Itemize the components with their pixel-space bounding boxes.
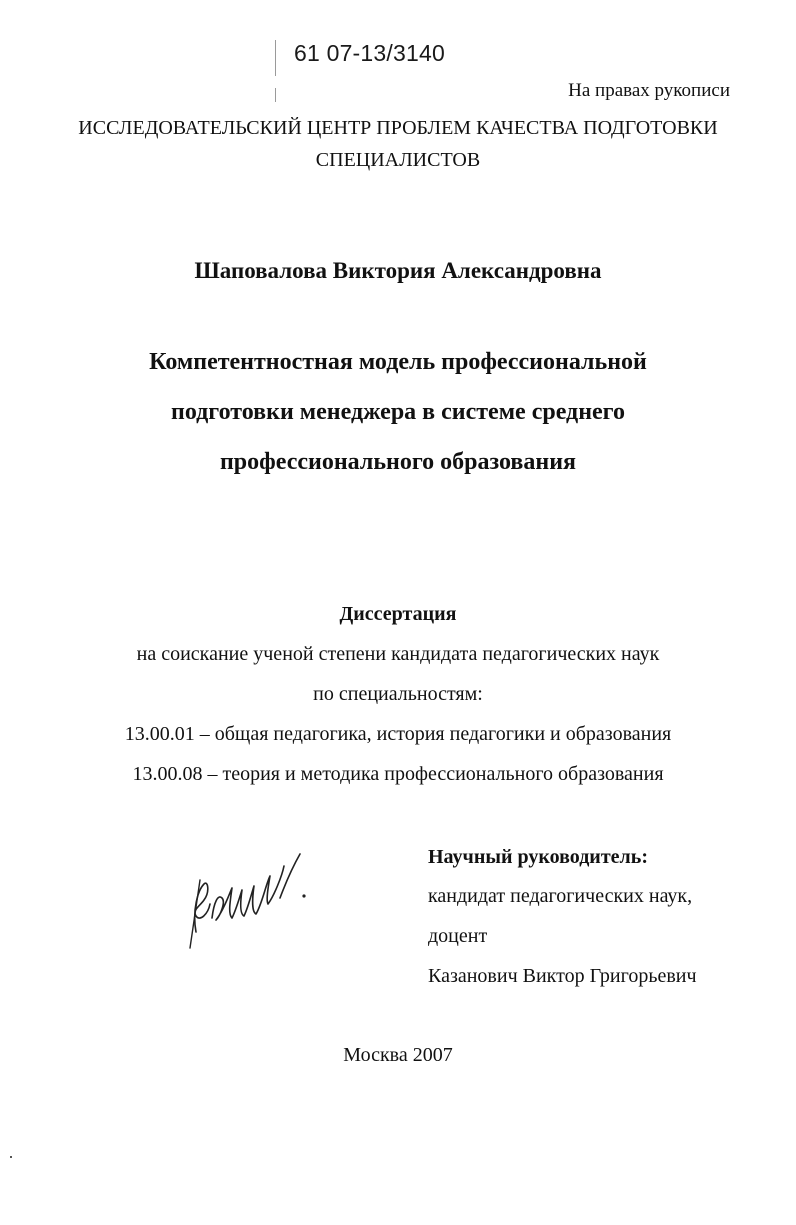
stamp-mark-lower [275,88,276,102]
city-year: Москва 2007 [343,1044,453,1066]
advisor-heading: Научный руководитель: [428,846,648,868]
stamp-mark [275,40,276,76]
archive-stamp-number: 61 07-13/3140 [294,40,445,66]
dissertation-heading: Диссертация [339,603,457,625]
degree-line: на соискание ученой степени кандидата педагогических наук [136,643,660,665]
advisor-degree: кандидат педагогических наук, [428,885,693,907]
advisor-name: Казанович Виктор Григорьевич [428,965,697,987]
advisor-title: доцент [428,925,488,947]
specialties-intro: по специальностям: [313,683,483,705]
author-name: Шаповалова Виктория Александровна [194,258,602,283]
author-signature [178,840,338,955]
thesis-title-line-1: Компетентностная модель профессиональной [149,349,647,375]
organization-line-2: СПЕЦИАЛИСТОВ [315,149,481,171]
thesis-title-line-3: профессионального образования [219,449,577,475]
thesis-title-line-2: подготовки менеджера в системе среднего [171,399,625,425]
specialty-2: 13.00.08 – теория и методика профессионального образования [132,763,664,785]
organization-line-1: ИССЛЕДОВАТЕЛЬСКИЙ ЦЕНТР ПРОБЛЕМ КАЧЕСТВА ПОДГОТОВКИ [78,117,718,139]
specialty-1: 13.00.01 – общая педагогика, история педагогики и образования [124,723,672,745]
scan-speck [10,1156,12,1158]
manuscript-rights-note: На правах рукописи [568,80,730,101]
